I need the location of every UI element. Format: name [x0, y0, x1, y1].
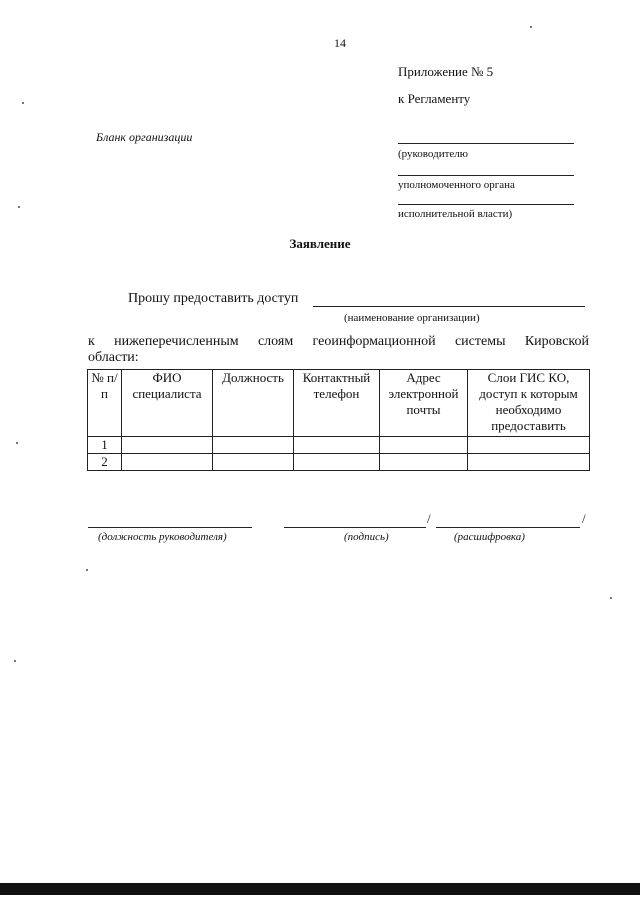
scan-edge-bar	[0, 883, 640, 895]
page-number: 14	[334, 36, 346, 50]
addressee-line-1	[398, 143, 574, 144]
access-request-table	[87, 369, 590, 471]
paragraph-line-2: области:	[88, 350, 139, 365]
cell-gis-layers	[468, 454, 590, 471]
table-row	[88, 454, 590, 471]
header-full-name: ФИО специалиста	[122, 370, 213, 437]
addressee-caption-3: исполнительной власти)	[398, 208, 513, 220]
addressee-caption-2: уполномоченного органа	[398, 179, 515, 191]
header-email: Адрес электронной почты	[380, 370, 468, 437]
request-text: Прошу предоставить доступ	[128, 291, 299, 306]
cell-number: 1	[88, 437, 122, 454]
organization-name-line	[313, 306, 585, 307]
scan-speck	[14, 660, 16, 662]
header-phone: Контактный телефон	[294, 370, 380, 437]
document-title: Заявление	[289, 236, 351, 251]
signature-caption: (подпись)	[344, 531, 389, 543]
cell-email	[380, 454, 468, 471]
cell-email	[380, 437, 468, 454]
signature-line	[284, 527, 426, 528]
header-position: Должность	[213, 370, 294, 437]
cell-number: 2	[88, 454, 122, 471]
cell-phone	[294, 454, 380, 471]
signature-separator: /	[427, 511, 431, 526]
addressee-caption-1: (руководителю	[398, 148, 468, 160]
cell-position	[213, 437, 294, 454]
table-row	[88, 437, 590, 454]
scan-speck	[22, 102, 24, 104]
organization-name-caption: (наименование организации)	[344, 312, 480, 324]
scan-speck	[86, 569, 88, 571]
organization-letterhead-label: Бланк организации	[96, 130, 193, 144]
table-header-row	[88, 370, 590, 437]
addressee-line-2	[398, 175, 574, 176]
cell-full-name	[122, 454, 213, 471]
paragraph-line-1: к нижеперечисленным слоям геоинформационной системы Кировской	[88, 334, 589, 349]
scan-speck	[610, 597, 612, 599]
decoding-line	[436, 527, 580, 528]
header-gis-layers: Слои ГИС КО, доступ к которым необходимо предоставить	[468, 370, 590, 437]
header-number: № п/п	[88, 370, 122, 437]
scan-speck	[530, 26, 532, 28]
scan-speck	[16, 442, 18, 444]
cell-full-name	[122, 437, 213, 454]
annex-title: Приложение № 5	[398, 64, 494, 79]
cell-phone	[294, 437, 380, 454]
decoding-separator: /	[582, 511, 586, 526]
cell-position	[213, 454, 294, 471]
addressee-line-3	[398, 204, 574, 205]
position-signature-line	[88, 527, 252, 528]
scan-speck	[18, 206, 20, 208]
cell-gis-layers	[468, 437, 590, 454]
decoding-caption: (расшифровка)	[454, 531, 525, 543]
annex-subtitle: к Регламенту	[398, 91, 471, 106]
position-caption: (должность руководителя)	[98, 531, 227, 543]
